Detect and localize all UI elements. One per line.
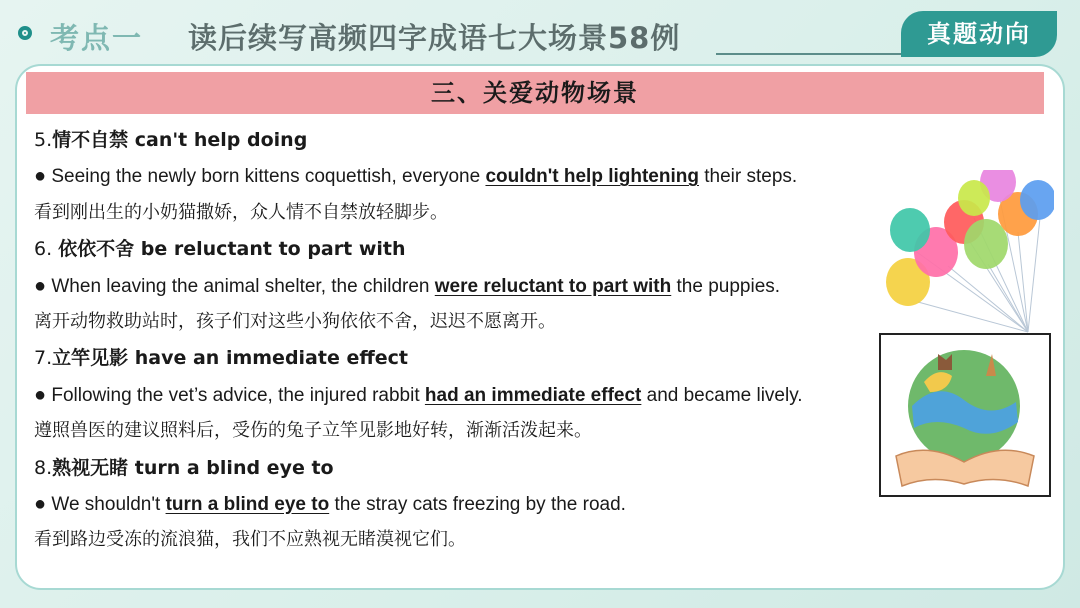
example-text: Seeing the newly born kittens coquettish, everyone [46,166,486,188]
entry-example-en [34,377,874,413]
entry-translation: 离开动物救助站时，孩子们对这些小狗依依不舍，迟迟不愿离开。 [34,310,556,332]
example-text: the puppies. [671,275,781,297]
highlight-phrase: turn a blind eye to [165,493,330,515]
balloon-icon [964,219,1008,269]
section-title: 三、关爱动物场景 [26,72,1044,114]
entry-title [34,450,874,486]
balloon-icon [890,208,930,252]
entry-idiom: 情不自禁 can't help doing [52,129,308,151]
example-text: We shouldn't [46,493,166,515]
section-label: 考点一 [50,21,144,55]
entry-example-en [34,158,874,194]
example-text: the stray cats freezing by the road. [329,493,626,515]
balloons-earth-illustration [878,170,1054,498]
entry-number: 8. [34,456,53,479]
bullet-icon: ● [34,274,47,297]
entries-list [34,122,874,559]
circle-bullet-icon [18,26,32,40]
entry-title [34,340,874,376]
balloons [886,170,1054,306]
title-underline [716,53,902,55]
bullet-icon: ● [34,492,47,515]
example-text: and became lively. [641,384,803,406]
entry-idiom: 立竿见影 have an immediate effect [52,347,408,370]
entry-number: 5. [34,129,53,151]
entry-example-en [34,486,874,522]
entry-translation: 看到刚出生的小奶猫撒娇，众人情不自禁放轻脚步。 [34,201,448,223]
highlight-phrase: were reluctant to part with [434,275,672,297]
entry-title [34,231,874,267]
entry-example-en [34,268,874,304]
header-bar [0,0,1080,66]
bullet-icon: ● [34,165,47,188]
example-text: When leaving the animal shelter, the children [46,275,435,297]
balloon-icon [958,180,990,216]
entry-number: 6. [34,238,59,261]
highlight-phrase: couldn't help lightening [485,166,699,188]
example-text: their steps. [698,166,798,188]
entry-translation: 看到路边受冻的流浪猫，我们不应熟视无睹漠视它们。 [34,529,466,551]
page-title: 读后续写高频四字成语七大场景58例 [188,21,681,55]
topic-badge: 真题动向 [901,11,1057,57]
entry-translation: 遵照兽医的建议照料后，受伤的兔子立竿见影地好转，渐渐活泼起来。 [34,420,592,442]
entry-title [34,122,874,158]
entry-idiom: 依依不舍 be reluctant to part with [58,238,406,261]
highlight-phrase: had an immediate effect [424,384,642,406]
example-text: Following the vet’s advice, the injured rabbit [46,384,425,406]
entry-idiom: 熟视无睹 turn a blind eye to [52,456,334,479]
entry-number: 7. [34,347,53,370]
bullet-icon: ● [34,383,47,406]
